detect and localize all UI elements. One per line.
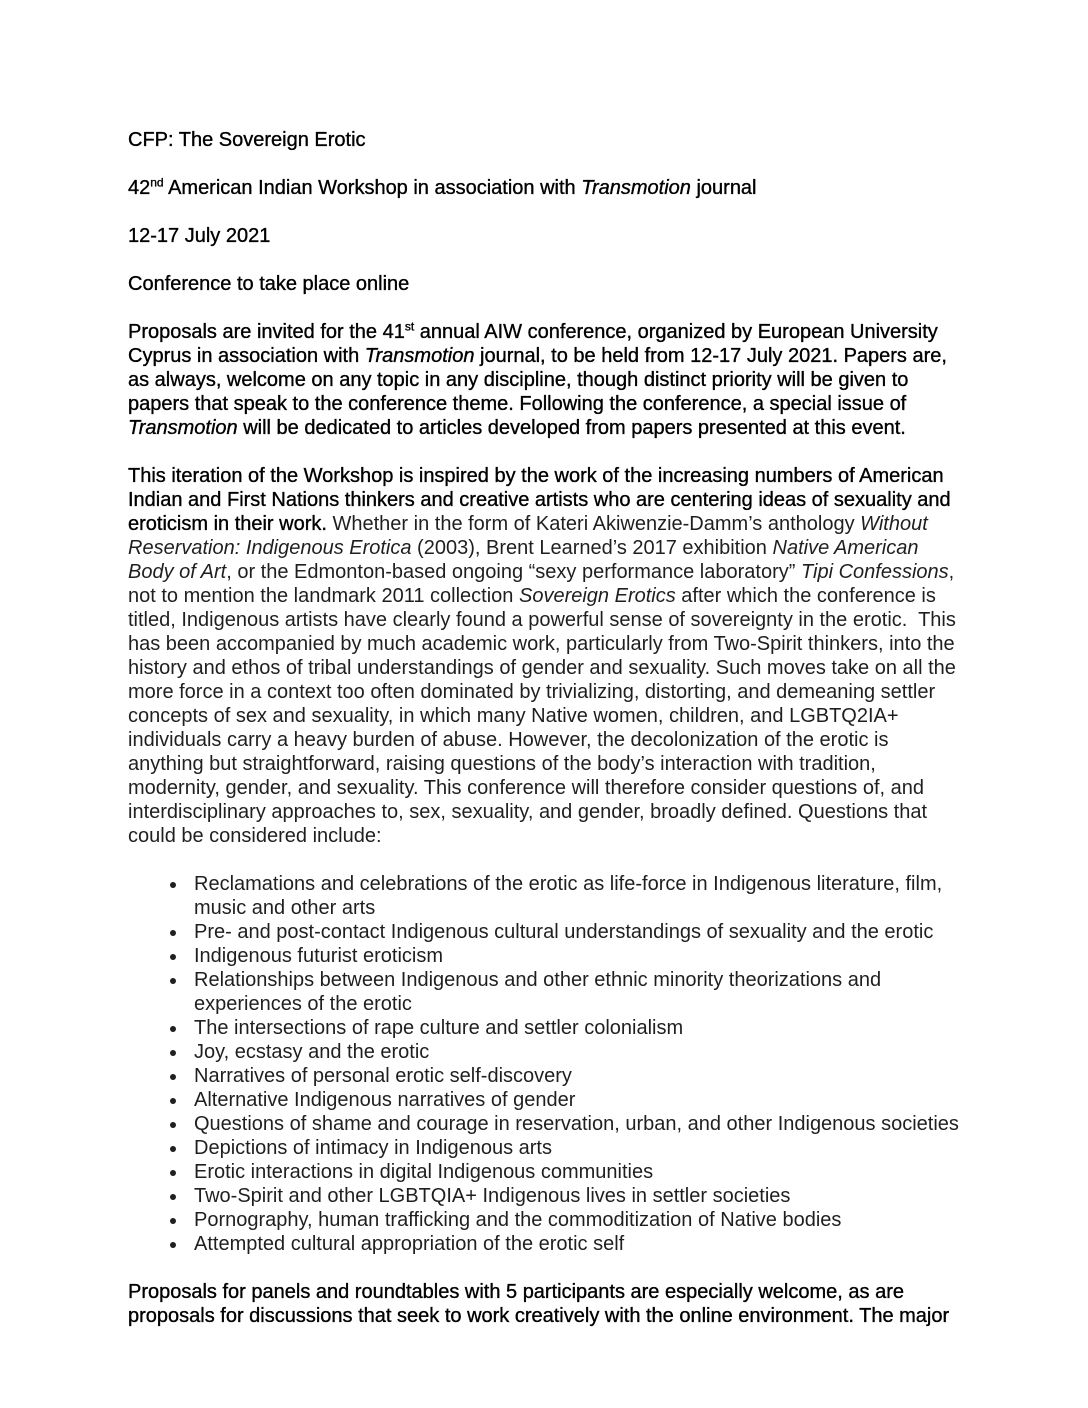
text-run: Conference to take place online: [128, 273, 410, 295]
text-run: will be dedicated to articles developed from papers presented at this event.: [237, 417, 906, 439]
list-item: • Reclamations and celebrations of the erotic as life-force in Indigenous literature, film, music and other arts: [188, 872, 960, 920]
text-run: (2003), Brent Learned’s 2017 exhibition: [411, 537, 773, 559]
italic-text-run: Tipi Confessions: [800, 561, 949, 583]
text-run: , not to mention the landmark 2011 collection: [128, 561, 955, 607]
list-item: • Erotic interactions in digital Indigenous communities: [188, 1160, 960, 1184]
paragraph-panels-roundtables: [128, 1280, 960, 1328]
list-item: • Questions of shame and courage in reservation, urban, and other Indigenous societies: [188, 1112, 960, 1136]
italic-text-run: Transmotion: [581, 177, 691, 199]
superscript-run: nd: [150, 175, 164, 190]
text-run: after which the conference is titled, Indigenous artists have clearly found a powerful sense of sovereignty in the erotic. This has been accompanied by much academic work, particularly from Two-Spirit thinkers, into the history and ethos of tribal understandings of gender and sexuality. Such moves take on all the more force in a context too often dominated by trivializing, distorting, and demeaning settler concepts of sex and sexuality, in which many Native women, children, and LGBTQ2IA+ individuals carry a heavy burden of abuse. However, the decolonization of the erotic is anything but straightforward, raising questions of the body’s interaction with tradition, modernity, gender, and sexuality. This conference will therefore consider questions of, and interdisciplinary approaches to, sex, sexuality, and gender, broadly defined. Questions that could be considered include:: [128, 585, 956, 847]
paragraph-conference-theme: [128, 464, 960, 848]
italic-text-run: Transmotion: [128, 417, 238, 439]
list-item: • Narratives of personal erotic self-discovery: [188, 1064, 960, 1088]
italic-text-run: Sovereign Erotics: [518, 585, 676, 607]
text-run: Proposals are invited for the 41: [128, 321, 405, 343]
text-run: annual AIW conference, organized by European University Cyprus in association with: [128, 321, 938, 367]
list-item: • Pornography, human trafficking and the commoditization of Native bodies: [188, 1208, 960, 1232]
text-run: CFP: The Sovereign Erotic: [128, 129, 366, 151]
list-item: • Relationships between Indigenous and other ethnic minority theorizations and experiences of the erotic: [188, 968, 960, 1016]
text-run: 12-17 July 2021: [128, 225, 271, 247]
text-run: Proposals for panels and roundtables with 5 participants are especially welcome, as are proposals for discussions that seek to work creatively with the online environment. The major: [128, 1281, 950, 1327]
list-item: • Pre- and post-contact Indigenous cultural understandings of sexuality and the erotic: [188, 920, 960, 944]
list-item: • Attempted cultural appropriation of the erotic self: [188, 1232, 960, 1256]
list-item: • Alternative Indigenous narratives of gender: [188, 1088, 960, 1112]
superscript-run: st: [404, 319, 415, 334]
text-run: Whether in the form of Kateri Akiwenzie-Damm’s anthology: [326, 513, 861, 535]
text-run: 42: [128, 177, 151, 199]
list-item: • The intersections of rape culture and settler colonialism: [188, 1016, 960, 1040]
italic-text-run: Native American Body of Art: [128, 537, 919, 583]
list-item: • Two-Spirit and other LGBTQIA+ Indigenous lives in settler societies: [188, 1184, 960, 1208]
text-run: This iteration of the Workshop is inspired by the work of the increasing numbers of American Indian and First Nations thinkers and creative artists who are centering ideas of sexuality and eroticism in their work.: [128, 465, 951, 535]
text-run: journal, to be held from 12-17 July 2021. Papers are, as always, welcome on any topic in any discipline, though distinct priority will be given to papers that speak to the conference theme. Following the conference, a special issue of: [128, 345, 947, 415]
topics-list: [128, 872, 960, 1256]
list-item: • Indigenous futurist eroticism: [188, 944, 960, 968]
italic-text-run: Transmotion: [364, 345, 475, 367]
doc-format-note: [128, 272, 960, 296]
italic-text-run: Without Reservation: Indigenous Erotica: [128, 513, 928, 559]
list-item: • Depictions of intimacy in Indigenous arts: [188, 1136, 960, 1160]
doc-subtitle: [128, 176, 960, 200]
text-run: journal: [690, 177, 757, 199]
doc-dates: [128, 224, 960, 248]
text-run: , or the Edmonton-based ongoing “sexy performance laboratory”: [226, 561, 801, 583]
text-run: American Indian Workshop in association with: [163, 177, 582, 199]
list-item: • Joy, ecstasy and the erotic: [188, 1040, 960, 1064]
paragraph-proposals-invited: [128, 320, 960, 440]
doc-title: [128, 128, 960, 152]
